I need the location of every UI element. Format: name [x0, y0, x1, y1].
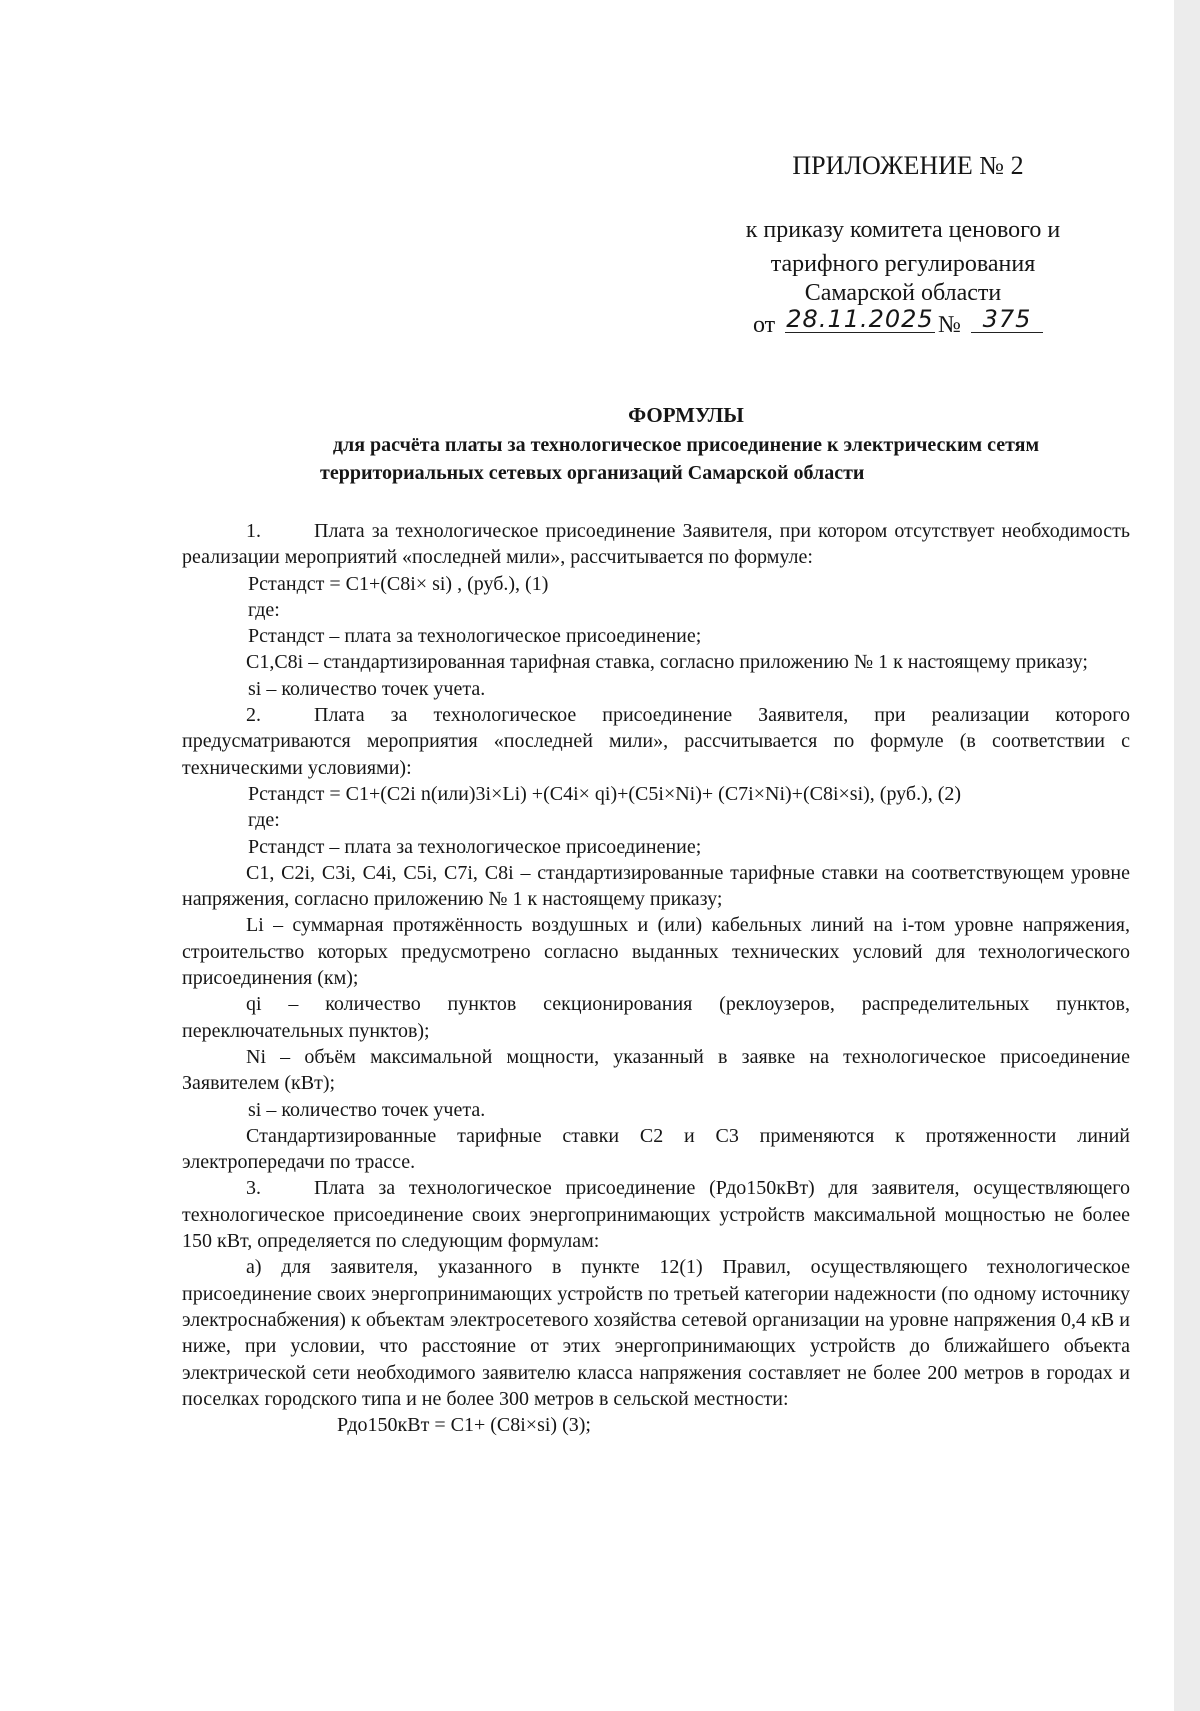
definition-qi: qi – количество пунктов секционирования (реклоузеров, распределительных пунктов, переключательных пунктов);	[182, 993, 1130, 1042]
paragraph-number: 2.	[246, 704, 261, 727]
definition-li: Li – суммарная протяжённость воздушных и (или) кабельных линий на i-том уровне напряжения, строительство которых предусмотрено согласно выданных технических условий для технологического присоединения (км);	[182, 914, 1130, 990]
number-prefix: №	[938, 312, 961, 338]
scan-margin	[1174, 0, 1200, 1711]
definition-si: si – количество точек учета.	[248, 1098, 486, 1121]
definition-ni: Ni – объём максимальной мощности, указанный в заявке на технологическое присоединение Заявителем (кВт);	[182, 1045, 1130, 1095]
order-date: 28.11.2025	[786, 305, 934, 333]
appendix-line-1: к приказу комитета ценового и	[745, 217, 1061, 243]
definition-p-stand: Рстандст – плата за технологическое присоединение;	[248, 835, 702, 858]
paragraph-text: Плата за технологическое присоединение Заявителя, при реализации которого предусматриваются мероприятия «последней мили», рассчитывается по формуле (в соответствии с техническими условиями):	[182, 704, 1130, 779]
formulas-subheading-1: для расчёта платы за технологическое присоединение к электрическим сетям	[332, 434, 1040, 456]
formulas-subheading-2: территориальных сетевых организаций Самарской области	[320, 462, 865, 484]
where-label: где:	[248, 809, 280, 832]
rates-note: Стандартизированные тарифные ставки С2 и С3 применяются к протяженности линий электропередачи по трассе.	[182, 1124, 1130, 1174]
formula-3: Рдо150кВт = С1+ (С8i×si) (3);	[337, 1414, 591, 1437]
paragraph-3	[182, 1175, 1130, 1254]
order-date-line	[753, 306, 1093, 342]
definition-rates: С1, С2i, С3i, С4i, С5i, С7i, С8i – стандартизированные тарифные ставки на соответствующем уровне напряжения, согласно приложению № 1 к настоящему приказу;	[182, 861, 1130, 911]
date-prefix: от	[753, 312, 776, 338]
definition-si: si – количество точек учета.	[248, 677, 486, 700]
paragraph-3a: а) для заявителя, указанного в пункте 12(1) Правил, осуществляющего технологическое присоединение своих энергопринимающих устройств по третьей категории надежности (по одному источнику электроснабжения) к объектам электросетевого хозяйства сетевой организации на уровне напряжения 0,4 кВ и ниже, при условии, что расстояние от этих энергопринимающих устройств до ближайшего объекта электрической сети необходимого заявителю класса напряжения составляет не более 200 метров в городах и поселках городского типа и не более 300 метров в сельской местности:	[182, 1256, 1130, 1410]
appendix-line-2: тарифного регулирования	[770, 251, 1036, 277]
paragraph-1	[182, 518, 1130, 571]
definition-c1-c8: С1,С8i – стандартизированная тарифная ставка, согласно приложению № 1 к настоящему приказу;	[246, 651, 1088, 674]
paragraph-2	[182, 702, 1130, 781]
appendix-title: ПРИЛОЖЕНИЕ № 2	[792, 151, 1024, 180]
paragraph-text: Плата за технологическое присоединение Заявителя, при котором отсутствует необходимость реализации мероприятий «последней мили», рассчитывается по формуле:	[182, 520, 1130, 569]
paragraph-text: Плата за технологическое присоединение (Рдо150кВт) для заявителя, осуществляющего технологическое присоединение своих энергопринимающих устройств максимальной мощностью не более 150 кВт, определяется по следующим формулам:	[182, 1177, 1130, 1253]
formula-2: Рстандст = С1+(С2i n(или)3i×Li) +(С4i× qi)+(С5i×Ni)+ (С7i×Ni)+(С8i×si), (руб.), (2)	[248, 782, 962, 805]
appendix-line-3: Самарской области	[804, 280, 1002, 306]
paragraph-number: 1.	[246, 520, 261, 542]
paragraph-number: 3.	[246, 1177, 261, 1200]
document-body	[182, 518, 1130, 1438]
formulas-heading: ФОРМУЛЫ	[628, 403, 744, 427]
order-number: 375	[971, 306, 1043, 333]
definition-p-stand: Рстандст – плата за технологическое присоединение;	[248, 625, 702, 648]
formula-1: Рстандст = С1+(С8i× si) , (руб.), (1)	[248, 572, 549, 595]
where-label: где:	[248, 598, 280, 621]
